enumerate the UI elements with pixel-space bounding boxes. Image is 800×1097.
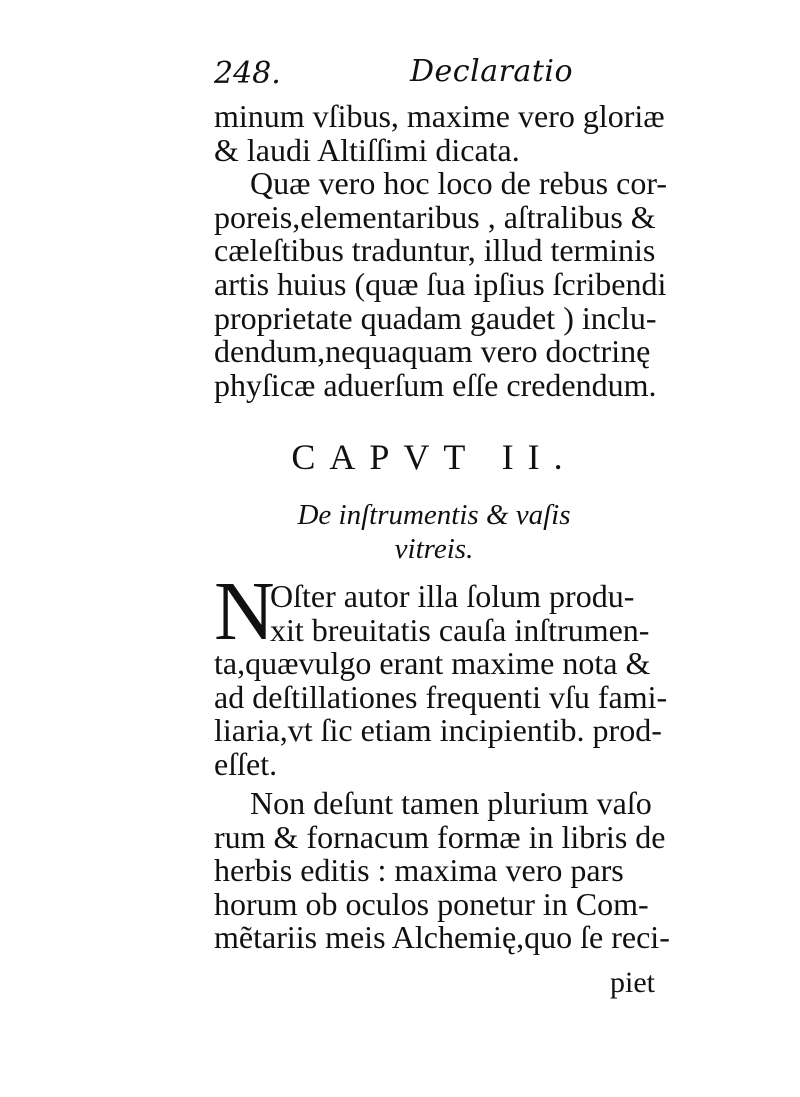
text-line: poreis,elementaribus , aſtralibus & (214, 198, 656, 235)
text-line: liaria,vt ſic etiam incipientib. prod- (214, 712, 662, 749)
running-title: Declaratio (410, 54, 574, 89)
chapter-heading: CAPVT II. (291, 437, 577, 477)
text-line: Quæ vero hoc loco de rebus cor- (250, 165, 667, 202)
text-line: horum ob oculos ponetur in Com- (214, 885, 649, 922)
text-line: herbis editis : maxima vero pars (214, 852, 624, 889)
text-line: dendum,nequaquam vero doctrinę (214, 333, 651, 370)
text-line: proprietate quadam gaudet ) inclu- (214, 299, 657, 336)
text-line: artis huius (quæ ſua ipſius ſcribendi (214, 265, 667, 302)
running-head (214, 52, 574, 96)
page-number: 248. (214, 56, 281, 91)
text-line: rum & fornacum formæ in libris de (214, 818, 666, 855)
subtitle-line: De inſtrumentis & vaſis (297, 499, 571, 531)
text-line: phyſicæ aduerſum eſſe credendum. (214, 366, 657, 403)
text-line: minum vſibus, maxime vero gloriæ (214, 98, 665, 134)
text-line: Oſter autor illa ſolum produ- (270, 578, 635, 614)
text-line: Non deſunt tamen plurium vaſo (250, 785, 652, 821)
text-line: xit breuitatis cauſa inſtrumen- (270, 611, 650, 648)
paragraph-three (214, 786, 684, 954)
text-line: ta,quævulgo erant maxime nota & (214, 645, 651, 682)
paragraph-continuation (214, 100, 684, 402)
text-line: ad deſtillationes frequenti vſu fami- (214, 678, 668, 715)
text-line: mẽtariis meis Alchemię,quo ſe reci- (214, 919, 670, 956)
text-line: eſſet. (214, 745, 278, 782)
paragraph-two (214, 580, 684, 782)
drop-cap: N (214, 565, 275, 658)
subtitle-line: vitreis. (394, 533, 474, 565)
text-line: & laudi Altiſſimi dicata. (214, 131, 520, 168)
chapter-subtitle (214, 498, 654, 566)
text-line: cæleſtibus traduntur, illud terminis (214, 232, 656, 269)
catchword: piet (610, 966, 655, 999)
